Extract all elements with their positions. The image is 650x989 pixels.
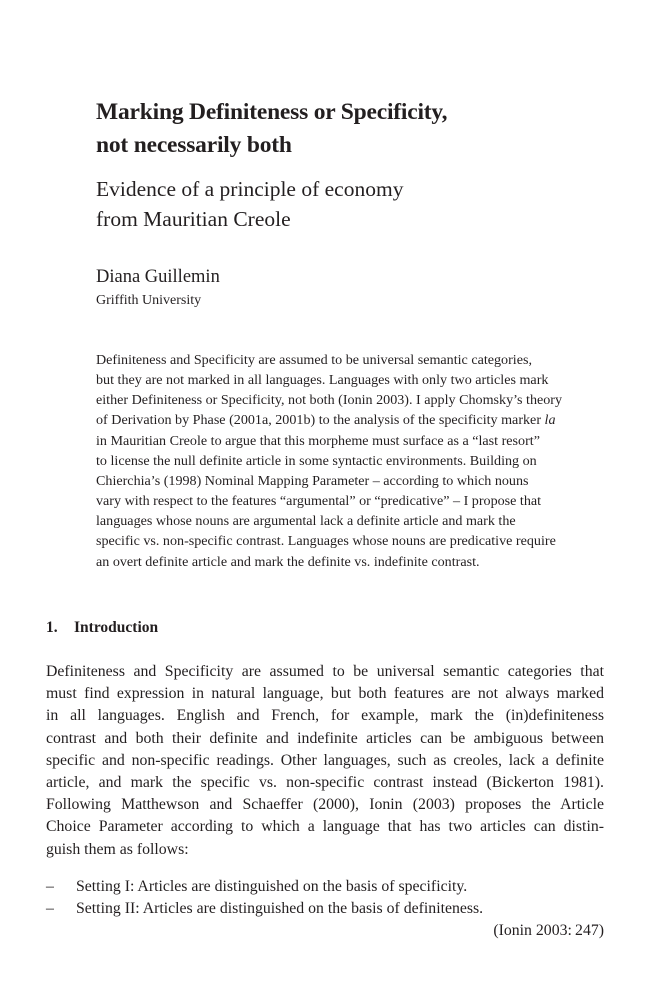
abstract-line-text: of Derivation by Phase (2001a, 2001b) to the analysis of the specificity marker (96, 412, 545, 429)
article-title (96, 96, 596, 162)
list-dash: – (46, 900, 54, 918)
paragraph-line: in all languages. English and French, for example, mark the (in)definiteness (46, 707, 604, 725)
section-heading (46, 618, 158, 638)
specificity-marker-term: la (544, 412, 556, 429)
abstract-line: in Mauritian Creole to argue that this morpheme must surface as a “last resort” (96, 432, 540, 449)
article-subtitle (96, 174, 596, 234)
abstract-line: to license the null definite article in some syntactic environments. Building on (96, 452, 537, 469)
citation: (Ionin 2003: 247) (493, 922, 604, 939)
title-line: not necessarily both (96, 132, 292, 158)
paragraph-line: guish them as follows: (46, 840, 189, 858)
abstract-line: specific vs. non-specific contrast. Languages whose nouns are predicative require (96, 533, 556, 550)
list-item-text: Setting II: Articles are distinguished on the basis of definiteness. (76, 900, 484, 918)
settings-list (46, 876, 604, 920)
abstract-line: an overt definite article and mark the definite vs. indefinite contrast. (96, 553, 480, 570)
paragraph-line: specific and non-specific readings. Other languages, such as creoles, lack a definite (46, 751, 604, 769)
abstract-line (96, 410, 606, 430)
paragraph-line: must find expression in natural language, but both features are not always marked (46, 685, 604, 703)
abstract-line: either Definiteness or Specificity, not both (Ionin 2003). I apply Chomsky’s theory (96, 392, 563, 409)
abstract-line: Definiteness and Specificity are assumed to be universal semantic categories, (96, 352, 532, 368)
abstract-line: vary with respect to the features “argumental” or “predicative” – I propose that (96, 493, 542, 510)
section-number: 1. (46, 619, 58, 636)
paragraph-line: article, and mark the specific vs. non-specific contrast instead (Bickerton 1981). (46, 774, 604, 792)
abstract (96, 350, 606, 572)
author-name: Diana Guillemin (96, 267, 220, 287)
paragraph-line: Definiteness and Specificity are assumed to be universal semantic categories that (46, 663, 604, 680)
subtitle-line: from Mauritian Creole (96, 207, 291, 231)
list-item (46, 876, 604, 898)
paragraph-line: contrast and both their definite and indefinite articles can be ambiguous between (46, 729, 604, 747)
paragraph-line: Following Matthewson and Schaeffer (2000), Ionin (2003) proposes the Article (46, 796, 604, 814)
subtitle-line: Evidence of a principle of economy (96, 177, 404, 201)
paragraph-line: Choice Parameter according to which a language that has two articles can distin- (46, 818, 604, 836)
author-affiliation: Griffith University (96, 293, 202, 308)
list-item (46, 898, 604, 920)
list-dash: – (46, 878, 54, 895)
abstract-line: Chierchia’s (1998) Nominal Mapping Parameter – according to which nouns (96, 472, 529, 489)
list-item-text: Setting I: Articles are distinguished on the basis of specificity. (76, 878, 468, 895)
abstract-line: languages whose nouns are argumental lack a definite article and mark the (96, 513, 516, 530)
section-title: Introduction (74, 619, 159, 636)
intro-paragraph (46, 661, 604, 861)
title-line: Marking Definiteness or Specificity, (96, 99, 448, 125)
abstract-line: but they are not marked in all languages. Languages with only two articles mark (96, 372, 549, 389)
